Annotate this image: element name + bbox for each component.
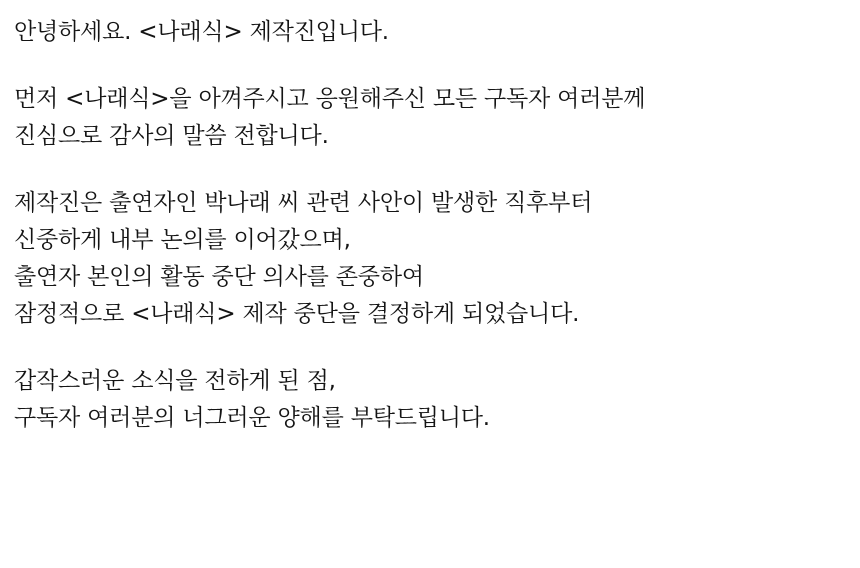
text-line: 출연자 본인의 활동 중단 의사를 존중하여 bbox=[14, 264, 424, 290]
text-line: 구독자 여러분의 너그러운 양해를 부탁드립니다. bbox=[14, 405, 490, 431]
text-line: 먼저 <나래식>을 아껴주시고 응원해주신 모든 구독자 여러분께 bbox=[14, 86, 646, 112]
text-line: 안녕하세요. <나래식> 제작진입니다. bbox=[14, 19, 389, 45]
paragraph-apology bbox=[14, 363, 846, 437]
paragraph-announcement bbox=[14, 185, 846, 333]
text-line: 신중하게 내부 논의를 이어갔으며, bbox=[14, 227, 351, 253]
text-line: 제작진은 출연자인 박나래 씨 관련 사안이 발생한 직후부터 bbox=[14, 190, 593, 216]
paragraph-greeting bbox=[14, 14, 846, 51]
text-line: 잠정적으로 <나래식> 제작 중단을 결정하게 되었습니다. bbox=[14, 301, 580, 327]
text-line: 진심으로 감사의 말씀 전합니다. bbox=[14, 123, 329, 149]
paragraph-thanks bbox=[14, 81, 846, 155]
text-line: 갑작스러운 소식을 전하게 된 점, bbox=[14, 368, 336, 394]
